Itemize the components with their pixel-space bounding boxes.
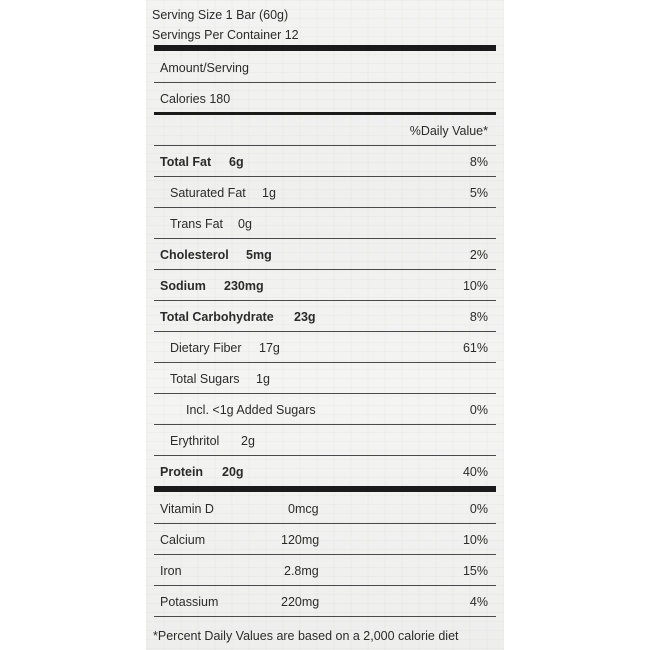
serving-size: Serving Size 1 Bar (60g) [152, 8, 289, 22]
divider [154, 176, 496, 177]
micronutrient-name: Potassium [160, 595, 219, 609]
micronutrient-dv: 10% [462, 533, 488, 547]
nutrient-dv: 8% [469, 155, 488, 169]
nutrient-amount: 5mg [246, 248, 272, 262]
nutrient-amount: 20g [222, 465, 244, 479]
micronutrient-amount: 120mg [281, 533, 320, 547]
nutrient-dv: 0% [469, 403, 488, 417]
amount-per-serving-label: Amount/Serving [160, 61, 249, 75]
nutrient-name: Incl. <1g Added Sugars [186, 403, 316, 417]
micronutrient-amount: 2.8mg [284, 564, 319, 578]
divider [154, 238, 496, 239]
thick-divider [154, 486, 496, 492]
divider [154, 554, 496, 555]
nutrient-amount: 1g [256, 372, 270, 386]
nutrient-dv: 2% [469, 248, 488, 262]
divider [154, 207, 496, 208]
nutrient-amount: 1g [262, 186, 276, 200]
nutrient-dv: 5% [469, 186, 488, 200]
nutrient-amount: 17g [259, 341, 280, 355]
nutrient-amount: 230mg [224, 279, 264, 293]
nutrient-amount: 2g [241, 434, 255, 448]
divider [154, 585, 496, 586]
nutrient-name: Erythritol [170, 434, 220, 448]
nutrient-name: Total Sugars [170, 372, 240, 386]
micronutrient-amount: 220mg [281, 595, 320, 609]
divider [154, 523, 496, 524]
micronutrient-dv: 15% [462, 564, 488, 578]
nutrient-dv: 40% [462, 465, 488, 479]
nutrient-amount: 23g [294, 310, 316, 324]
nutrient-dv: 10% [462, 279, 488, 293]
divider [154, 145, 496, 146]
nutrient-name: Saturated Fat [170, 186, 246, 200]
divider [154, 269, 496, 270]
servings-per-container: Servings Per Container 12 [152, 28, 299, 42]
nutrient-name: Sodium [160, 279, 206, 293]
divider [154, 82, 496, 83]
nutrient-name: Total Carbohydrate [160, 310, 274, 324]
nutrient-amount: 6g [229, 155, 244, 169]
nutrient-amount: 0g [238, 217, 252, 231]
calories: Calories 180 [160, 92, 231, 106]
micronutrient-dv: 0% [469, 502, 488, 516]
daily-value-header: %Daily Value* [409, 124, 488, 138]
nutrient-name: Cholesterol [160, 248, 229, 262]
micronutrient-dv: 4% [469, 595, 488, 609]
nutrient-dv: 8% [469, 310, 488, 324]
divider [154, 424, 496, 425]
micronutrient-name: Iron [160, 564, 182, 578]
divider [154, 300, 496, 301]
divider [154, 331, 496, 332]
thick-divider [154, 45, 496, 51]
nutrient-name: Trans Fat [170, 217, 224, 231]
micronutrient-name: Calcium [160, 533, 206, 547]
nutrient-name: Dietary Fiber [170, 341, 242, 355]
nutrient-name: Protein [160, 465, 204, 479]
nutrient-dv: 61% [462, 341, 488, 355]
nutrient-name: Total Fat [160, 155, 212, 169]
footnote: *Percent Daily Values are based on a 2,000 calorie diet [153, 629, 459, 643]
divider [154, 455, 496, 456]
divider [154, 362, 496, 363]
divider [154, 616, 496, 617]
micronutrient-name: Vitamin D [160, 502, 214, 516]
micronutrient-amount: 0mcg [288, 502, 319, 516]
nutrition-facts-panel [146, 0, 504, 650]
medium-divider [154, 112, 496, 115]
divider [154, 393, 496, 394]
